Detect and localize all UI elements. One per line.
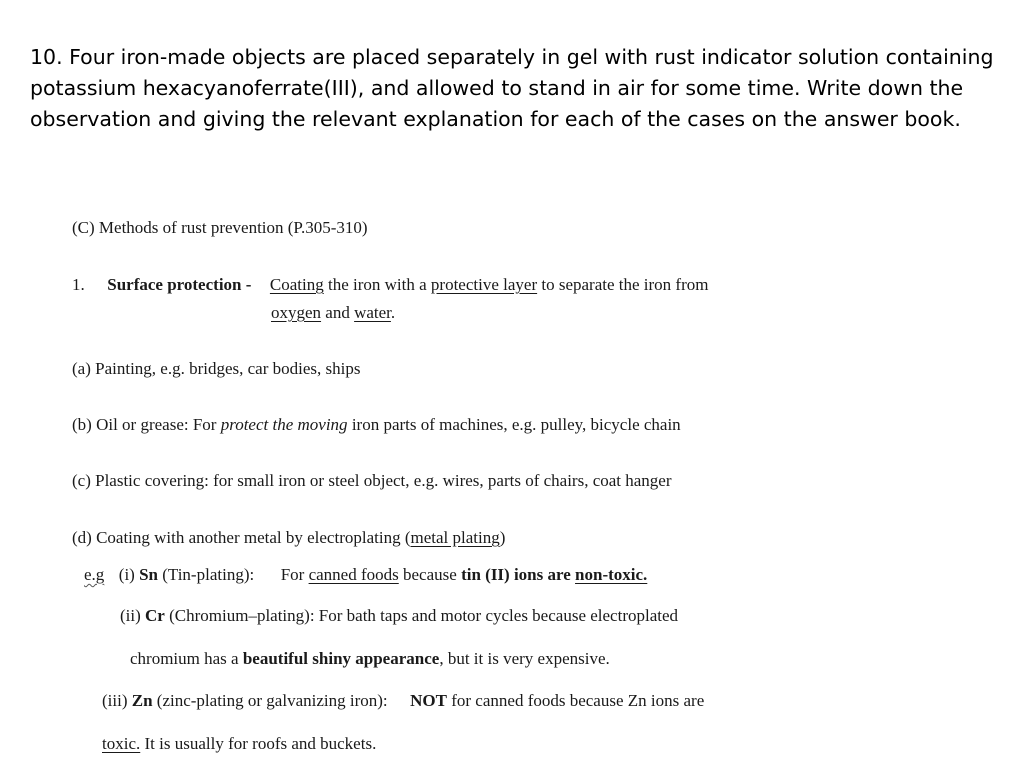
oxygen-word: oxygen (271, 303, 322, 322)
not-word: NOT (410, 691, 447, 710)
surface-protection-line-2 (271, 303, 395, 323)
zn-end: It is usually for roofs and buckets. (140, 734, 377, 753)
surface-protection-line-1 (72, 275, 708, 295)
cr-desc: (Chromium–plating): For bath taps and motor cycles because electroplated (164, 606, 679, 625)
item-b-oil-grease (72, 415, 681, 435)
non-toxic: non-toxic. (575, 565, 648, 584)
item-b-italic: protect the moving (220, 415, 348, 434)
zinc-plating-line-1 (102, 691, 704, 711)
coating-word: Coating (269, 275, 324, 294)
canned-foods: canned foods (308, 565, 399, 584)
cr-symbol: Cr (145, 606, 165, 625)
item-b-pre: (b) Oil or grease: For (72, 415, 221, 434)
cr-line2-pre: chromium has a (130, 649, 243, 668)
surface-text-1: the iron with a (323, 275, 431, 294)
tin-ions: tin (II) ions are (461, 565, 576, 584)
protective-layer: protective layer (430, 275, 538, 294)
cr-line2-post: , but it is very expensive. (439, 649, 610, 668)
tin-desc: (Tin-plating): (158, 565, 255, 584)
item-number: 1. (72, 275, 85, 294)
tin-for: For (280, 565, 309, 584)
tin-because: because (398, 565, 462, 584)
surface-text-2: to separate the iron from (537, 275, 709, 294)
cr-label: (ii) (120, 606, 146, 625)
zn-desc: (zinc-plating or galvanizing iron): (152, 691, 388, 710)
chromium-plating-line-2 (130, 649, 610, 669)
surface-protection-term: Surface protection - (107, 275, 252, 294)
zn-label: (iii) (102, 691, 132, 710)
metal-plating: metal plating (410, 528, 500, 547)
item-d-post: ) (499, 528, 506, 547)
tin-plating-line (84, 565, 647, 585)
item-d-pre: (d) Coating with another metal by electroplating ( (72, 528, 411, 547)
item-a-painting: (a) Painting, e.g. bridges, car bodies, ships (72, 359, 361, 378)
tin-label: (i) (118, 565, 140, 584)
item-b-post: iron parts of machines, e.g. pulley, bicycle chain (347, 415, 681, 434)
period: . (390, 303, 396, 322)
and-word: and (321, 303, 355, 322)
zn-symbol: Zn (131, 691, 153, 710)
item-c-plastic: (c) Plastic covering: for small iron or steel object, e.g. wires, parts of chairs, coat hanger (72, 471, 672, 490)
tin-symbol: Sn (139, 565, 159, 584)
item-d-metal-coating (72, 528, 505, 548)
eg-label: e.g (84, 565, 105, 584)
beautiful-shiny-appearance: beautiful shiny appearance (242, 649, 440, 668)
water-word: water (354, 303, 391, 322)
zinc-plating-line-2 (102, 734, 376, 754)
chromium-plating-line-1 (120, 606, 678, 626)
question-text: 10. Four iron-made objects are placed separately in gel with rust indicator solution containing potassium hexacyanoferrate(III), and allowed to stand in air for some time. Write down the observation and giving the relevant explanation for each of the cases on the answer book. (30, 45, 994, 131)
zn-post: for canned foods because Zn ions are (446, 691, 705, 710)
notes-heading: (C) Methods of rust prevention (P.305-310) (72, 218, 368, 237)
toxic-word: toxic. (102, 734, 141, 753)
